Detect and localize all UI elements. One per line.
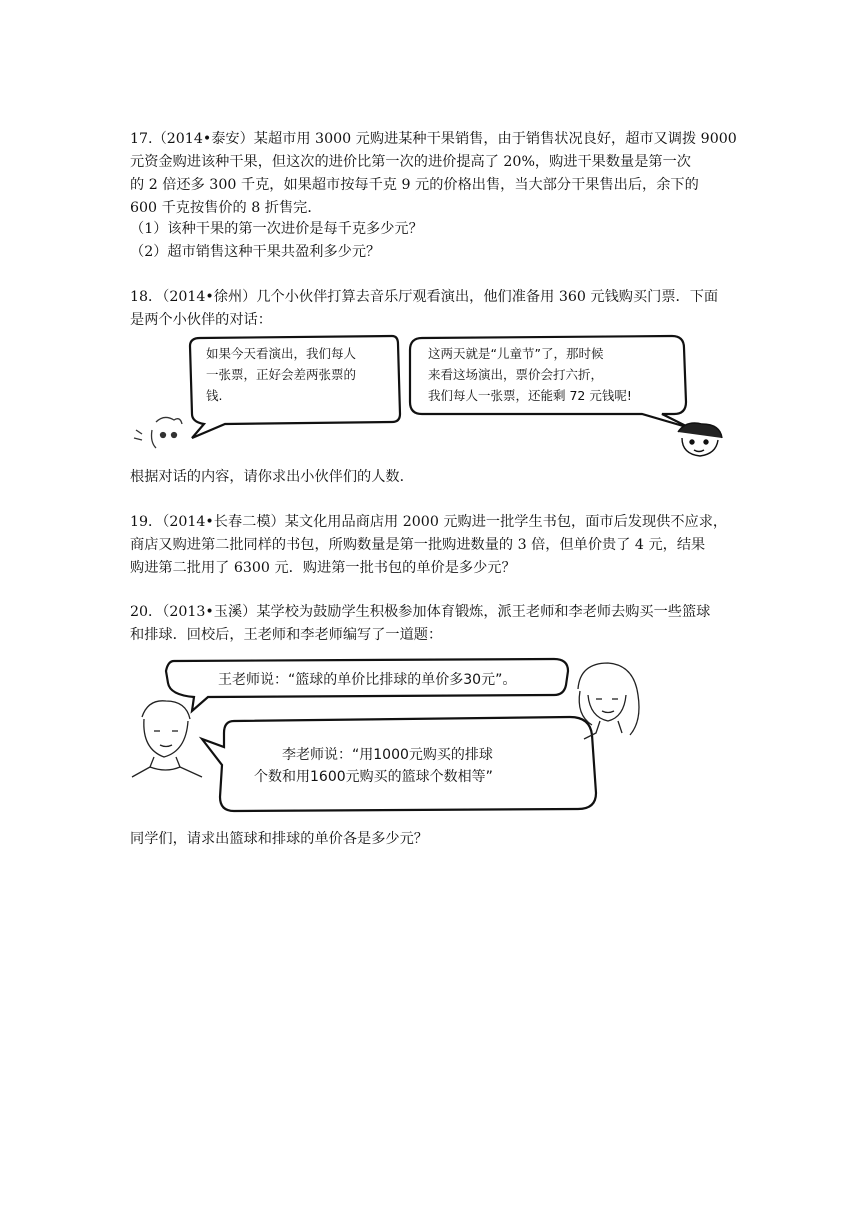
q18-dialogue-figure xyxy=(130,330,730,465)
left-bubble-line-3: 钱. xyxy=(206,388,223,403)
q19-line-1: 19．（2014•长春二模）某文化用品商店用 2000 元购进一批学生书包，面市后发现供不应求， xyxy=(130,514,728,530)
left-bubble-line-1: 如果今天看演出，我们每人 xyxy=(206,346,357,361)
q19-line-3: 购进第二批用了 6300 元．购进第一批书包的单价是多少元？ xyxy=(130,560,516,576)
q17-line-3: 的 2 倍还多 300 千克，如果超市按每千克 9 元的价格出售，当大部分干果售出后，余下的 xyxy=(130,177,699,193)
top-bubble-text: 王老师说：“篮球的单价比排球的单价多30元”。 xyxy=(218,672,517,688)
q20-dialogue-figure xyxy=(130,655,650,815)
q20-question: 同学们，请求出篮球和排球的单价各是多少元？ xyxy=(130,831,428,847)
q17-part-1: （1）该种干果的第一次进价是每千克多少元？ xyxy=(130,221,423,237)
bottom-bubble-line-2: 个数和用1600元购买的篮球个数相等” xyxy=(254,769,493,785)
q18-line-2: 是两个小伙伴的对话： xyxy=(130,312,272,328)
q19-line-2: 商店又购进第二批同样的书包，所购数量是第一批购进数量的 3 倍，但单价贵了 4 元，结果 xyxy=(130,537,706,553)
right-bubble-line-3: 我们每人一张票，还能剩 72 元钱呢! xyxy=(428,388,632,403)
left-child-drawing xyxy=(134,417,182,448)
right-bubble-line-1: 这两天就是“儿童节”了，那时候 xyxy=(428,346,604,361)
bottom-speech-bubble xyxy=(202,717,596,811)
q17-part-2: （2）超市销售这种干果共盈利多少元？ xyxy=(130,244,381,260)
left-bubble-line-2: 一张票，正好会差两张票的 xyxy=(206,367,357,382)
right-bubble-line-2: 来看这场演出，票价会打六折， xyxy=(428,367,604,382)
right-child-drawing xyxy=(678,423,722,456)
q18-line-1: 18．（2014•徐州）几个小伙伴打算去音乐厅观看演出，他们准备用 360 元钱购买门票．下面 xyxy=(130,289,719,305)
q17-line-4: 600 千克按售价的 8 折售完． xyxy=(130,200,322,216)
q20-line-2: 和排球．回校后，王老师和李老师编写了一道题： xyxy=(130,627,443,643)
q20-line-1: 20．（2013•玉溪）某学校为鼓励学生积极参加体育锻炼，派王老师和李老师去购买一些篮球 xyxy=(130,604,711,620)
q17-line-2: 元资金购进该种干果，但这次的进价比第一次的进价提高了 20%，购进干果数量是第一次 xyxy=(130,154,691,170)
bottom-bubble-line-1: 李老师说：“用1000元购买的排球 xyxy=(282,747,493,763)
q18-question: 根据对话的内容，请你求出小伙伴们的人数． xyxy=(130,469,414,485)
q17-line-1: 17.（2014•泰安）某超市用 3000 元购进某种干果销售，由于销售状况良好，超市又调拨 9000 xyxy=(130,131,737,147)
